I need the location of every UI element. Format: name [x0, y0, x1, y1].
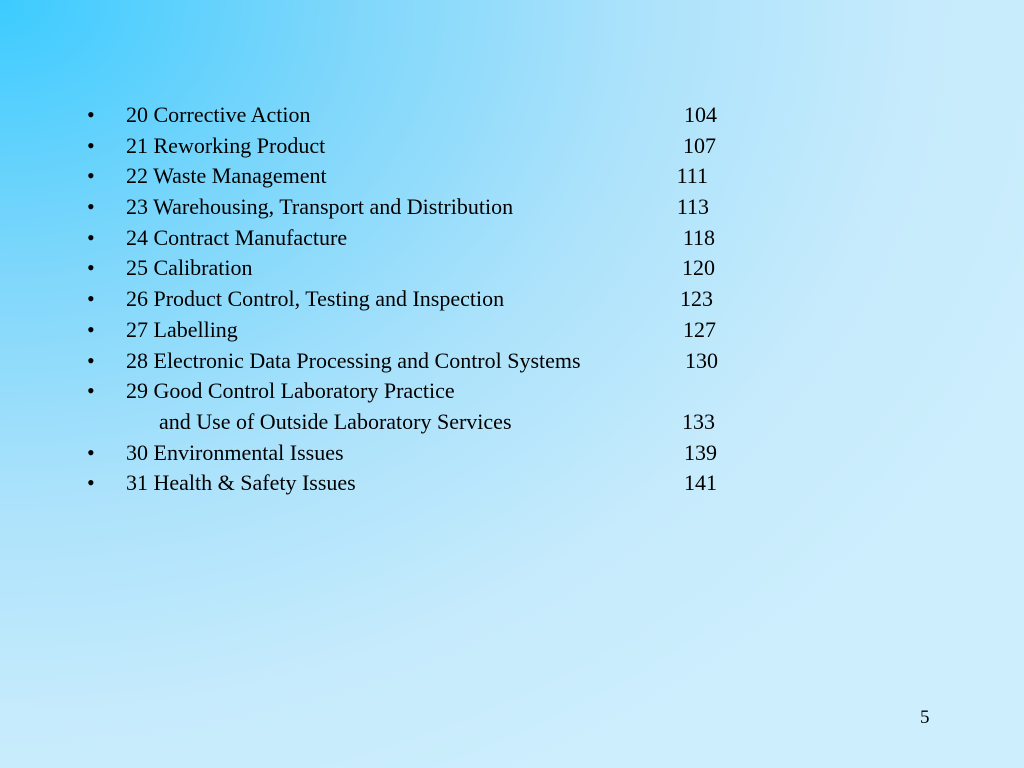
- bullet-icon: •: [87, 194, 95, 220]
- toc-item-title: 25 Calibration: [126, 255, 253, 281]
- toc-item: [0, 192, 1024, 223]
- toc-item-title-line2: and Use of Outside Laboratory Services: [159, 408, 512, 434]
- toc-item-title: 28 Electronic Data Processing and Control Systems: [126, 347, 581, 373]
- bullet-icon: •: [87, 378, 95, 404]
- toc-item-page: 127: [683, 316, 716, 342]
- toc-item-title: 23 Warehousing, Transport and Distribution: [126, 194, 514, 220]
- toc-item-page: 139: [684, 439, 717, 465]
- bullet-icon: •: [87, 132, 95, 158]
- toc-item-page: 133: [682, 408, 715, 434]
- bullet-icon: •: [87, 316, 95, 342]
- toc-item-page: 120: [682, 255, 715, 281]
- toc-item-title: 26 Product Control, Testing and Inspection: [126, 286, 505, 312]
- toc-item-title: 31 Health & Safety Issues: [126, 470, 356, 496]
- toc-item: [0, 100, 1024, 131]
- toc-item-page: 113: [676, 194, 709, 220]
- toc-item: [0, 346, 1024, 377]
- toc-item: [0, 253, 1024, 284]
- toc-item: [0, 284, 1024, 315]
- toc-item: [0, 438, 1024, 469]
- toc-item-title: 20 Corrective Action: [126, 102, 311, 127]
- bullet-icon: •: [87, 470, 95, 496]
- toc-item-title: [126, 376, 512, 437]
- toc-item-page: 141: [684, 470, 717, 496]
- toc-item-page: 123: [680, 286, 713, 312]
- bullet-icon: •: [87, 255, 95, 281]
- toc-item-title: 22 Waste Management: [126, 163, 327, 189]
- bullet-icon: •: [87, 347, 95, 373]
- toc-item-page: 130: [685, 347, 718, 373]
- toc-item-page: 118: [682, 224, 715, 250]
- bullet-icon: •: [87, 224, 95, 250]
- bullet-icon: •: [87, 439, 95, 465]
- table-of-contents: [0, 100, 1024, 499]
- toc-item: [0, 223, 1024, 254]
- bullet-icon: •: [87, 286, 95, 312]
- toc-item: [0, 161, 1024, 192]
- slide-number: 5: [920, 707, 930, 728]
- toc-item-title: 21 Reworking Product: [126, 132, 326, 158]
- toc-item: [0, 376, 1024, 437]
- toc-item: [0, 468, 1024, 499]
- toc-item-title: 30 Environmental Issues: [126, 439, 344, 465]
- toc-item-page: 111: [676, 163, 708, 189]
- toc-item-title: 27 Labelling: [126, 316, 238, 342]
- bullet-icon: •: [87, 163, 95, 189]
- bullet-icon: •: [87, 102, 95, 127]
- toc-item: [0, 315, 1024, 346]
- toc-item-page: 104: [684, 102, 717, 127]
- toc-item-page: 107: [683, 132, 716, 158]
- toc-item-title-line1: 29 Good Control Laboratory Practice: [126, 378, 455, 404]
- toc-item-title: 24 Contract Manufacture: [126, 224, 348, 250]
- toc-item: [0, 131, 1024, 162]
